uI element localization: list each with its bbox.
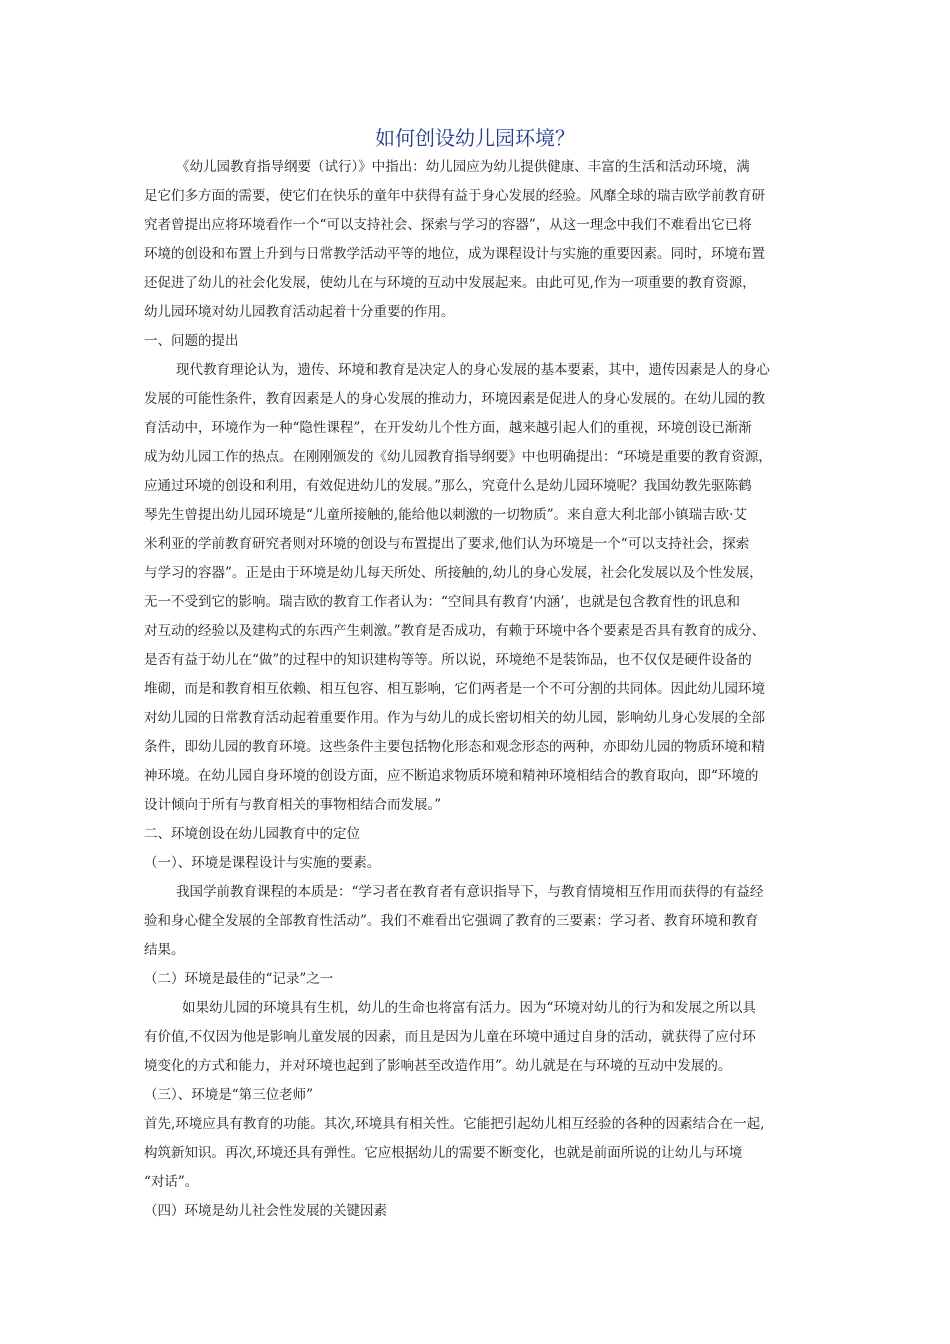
paragraph-line: 设计倾向于所有与教育相关的事物相结合而发展。” xyxy=(144,797,442,813)
paragraph-line: 结果。 xyxy=(144,942,185,958)
paragraph-line: 有价值,不仅因为他是影响儿童发展的因素，而且是因为儿童在环境中通过自身的活动，就获得了应付环 xyxy=(144,1029,756,1045)
subsection-heading: （二）环境是最佳的“记录”之一 xyxy=(144,971,334,987)
paragraph-line: 境变化的方式和能力，并对环境也起到了影响甚至改造作用”。幼儿就是在与环境的互动中发展的。 xyxy=(144,1058,732,1074)
paragraph-line: 如果幼儿园的环境具有生机，幼儿的生命也将富有活力。因为“环境对幼儿的行为和发展之所以具 xyxy=(182,1000,756,1016)
paragraph-line: 发展的可能性条件，教育因素是人的身心发展的推动力，环境因素是促进人的身心发展的。在幼儿园的教 xyxy=(144,391,765,407)
paragraph-line: 堆砌，而是和教育相互依赖、相互包容、相互影响，它们两者是一个不可分割的共同体。因此幼儿园环境 xyxy=(144,681,765,697)
paragraph-line: 条件，即幼儿园的教育环境。这些条件主要包括物化形态和观念形态的两种，亦即幼儿园的物质环境和精 xyxy=(144,739,765,755)
subsection-heading: （三）、环境是“第三位老师” xyxy=(144,1087,314,1103)
paragraph-line: 验和身心健全发展的全部教育性活动”。我们不难看出它强调了教育的三要素：学习者、教育环境和教育 xyxy=(144,913,759,929)
paragraph-line: 还促进了幼儿的社会化发展，使幼儿在与环境的互动中发展起来。由此可见,作为一项重要的教育资源， xyxy=(144,275,756,291)
paragraph-line: 环境的创设和布置上升到与日常教学活动平等的地位，成为课程设计与实施的重要因素。同时，环境布置 xyxy=(144,246,765,262)
paragraph-line: 对幼儿园的日常教育活动起着重要作用。作为与幼儿的成长密切相关的幼儿园，影响幼儿身心发展的全部 xyxy=(144,710,765,726)
paragraph-line: 构筑新知识。再次,环境还具有弹性。它应根据幼儿的需要不断变化，也就是前面所说的让幼儿与环境 xyxy=(144,1145,743,1161)
paragraph-line: 究者曾提出应将环境看作一个“可以支持社会、探索与学习的容器”，从这一理念中我们不难看出它已将 xyxy=(144,217,752,233)
subsection-heading: （四）环境是幼儿社会性发展的关键因素 xyxy=(144,1203,387,1219)
paragraph-line: 与学习的容器”。正是由于环境是幼儿每天所处、所接触的,幼儿的身心发展，社会化发展以及个性发展， xyxy=(144,565,763,581)
subsection-heading: （一）、环境是课程设计与实施的要素。 xyxy=(144,855,381,871)
document-title: 如何创设幼儿园环境？ xyxy=(375,126,575,150)
paragraph-line: 《幼儿园教育指导纲要（试行）》中指出：幼儿园应为幼儿提供健康、丰富的生活和活动环境，满 xyxy=(176,159,750,175)
section-heading: 一、问题的提出 xyxy=(144,333,239,349)
paragraph-line: 应通过环境的创设和利用，有效促进幼儿的发展。”那么，究竟什么是幼儿园环境呢？我国幼教先驱陈鹤 xyxy=(144,478,752,494)
paragraph-line: 首先,环境应具有教育的功能。其次,环境具有相关性。它能把引起幼儿相互经验的各种的因素结合在一起, xyxy=(144,1116,765,1132)
paragraph-line: 现代教育理论认为，遗传、环境和教育是决定人的身心发展的基本要素，其中，遗传因素是人的身心 xyxy=(176,362,770,378)
paragraph-line: 神环境。在幼儿园自身环境的创设方面，应不断追求物质环境和精神环境相结合的教育取向，即“环境的 xyxy=(144,768,759,784)
paragraph-line: 无一不受到它的影响。瑞吉欧的教育工作者认为：“空间具有教育‘内涵’，也就是包含教育性的讯息和 xyxy=(144,594,740,610)
paragraph-line: 幼儿园环境对幼儿园教育活动起着十分重要的作用。 xyxy=(144,304,455,320)
paragraph-line: 米利亚的学前教育研究者则对环境的创设与布置提出了要求,他们认为环境是一个“可以支持社会，探索 xyxy=(144,536,750,552)
paragraph-line: “对话”。 xyxy=(144,1174,199,1190)
paragraph-line: 足它们多方面的需要，使它们在快乐的童年中获得有益于身心发展的经验。风靡全球的瑞吉欧学前教育研 xyxy=(144,188,765,204)
paragraph-line: 我国学前教育课程的本质是：“学习者在教育者有意识指导下，与教育情境相互作用而获得的有益经 xyxy=(176,884,764,900)
paragraph-line: 成为幼儿园工作的热点。在刚刚颁发的《幼儿园教育指导纲要》中也明确提出：“环境是重要的教育资源， xyxy=(144,449,772,465)
paragraph-line: 育活动中，环境作为一种“隐性课程”，在开发幼儿个性方面，越来越引起人们的重视，环境创设已渐渐 xyxy=(144,420,752,436)
section-heading: 二、环境创设在幼儿园教育中的定位 xyxy=(144,826,360,842)
paragraph-line: 是否有益于幼儿在“做”的过程中的知识建构等等。所以说，环境绝不是装饰品，也不仅仅是硬件设备的 xyxy=(144,652,752,668)
paragraph-line: 对互动的经验以及建构式的东西产生刺激。”教育是否成功，有赖于环境中各个要素是否具有教育的成分、 xyxy=(144,623,766,639)
paragraph-line: 琴先生曾提出幼儿园环境是“儿童所接触的,能给他以刺激的一切物质”。来自意大利北部小镇瑞吉欧·艾 xyxy=(144,507,747,523)
